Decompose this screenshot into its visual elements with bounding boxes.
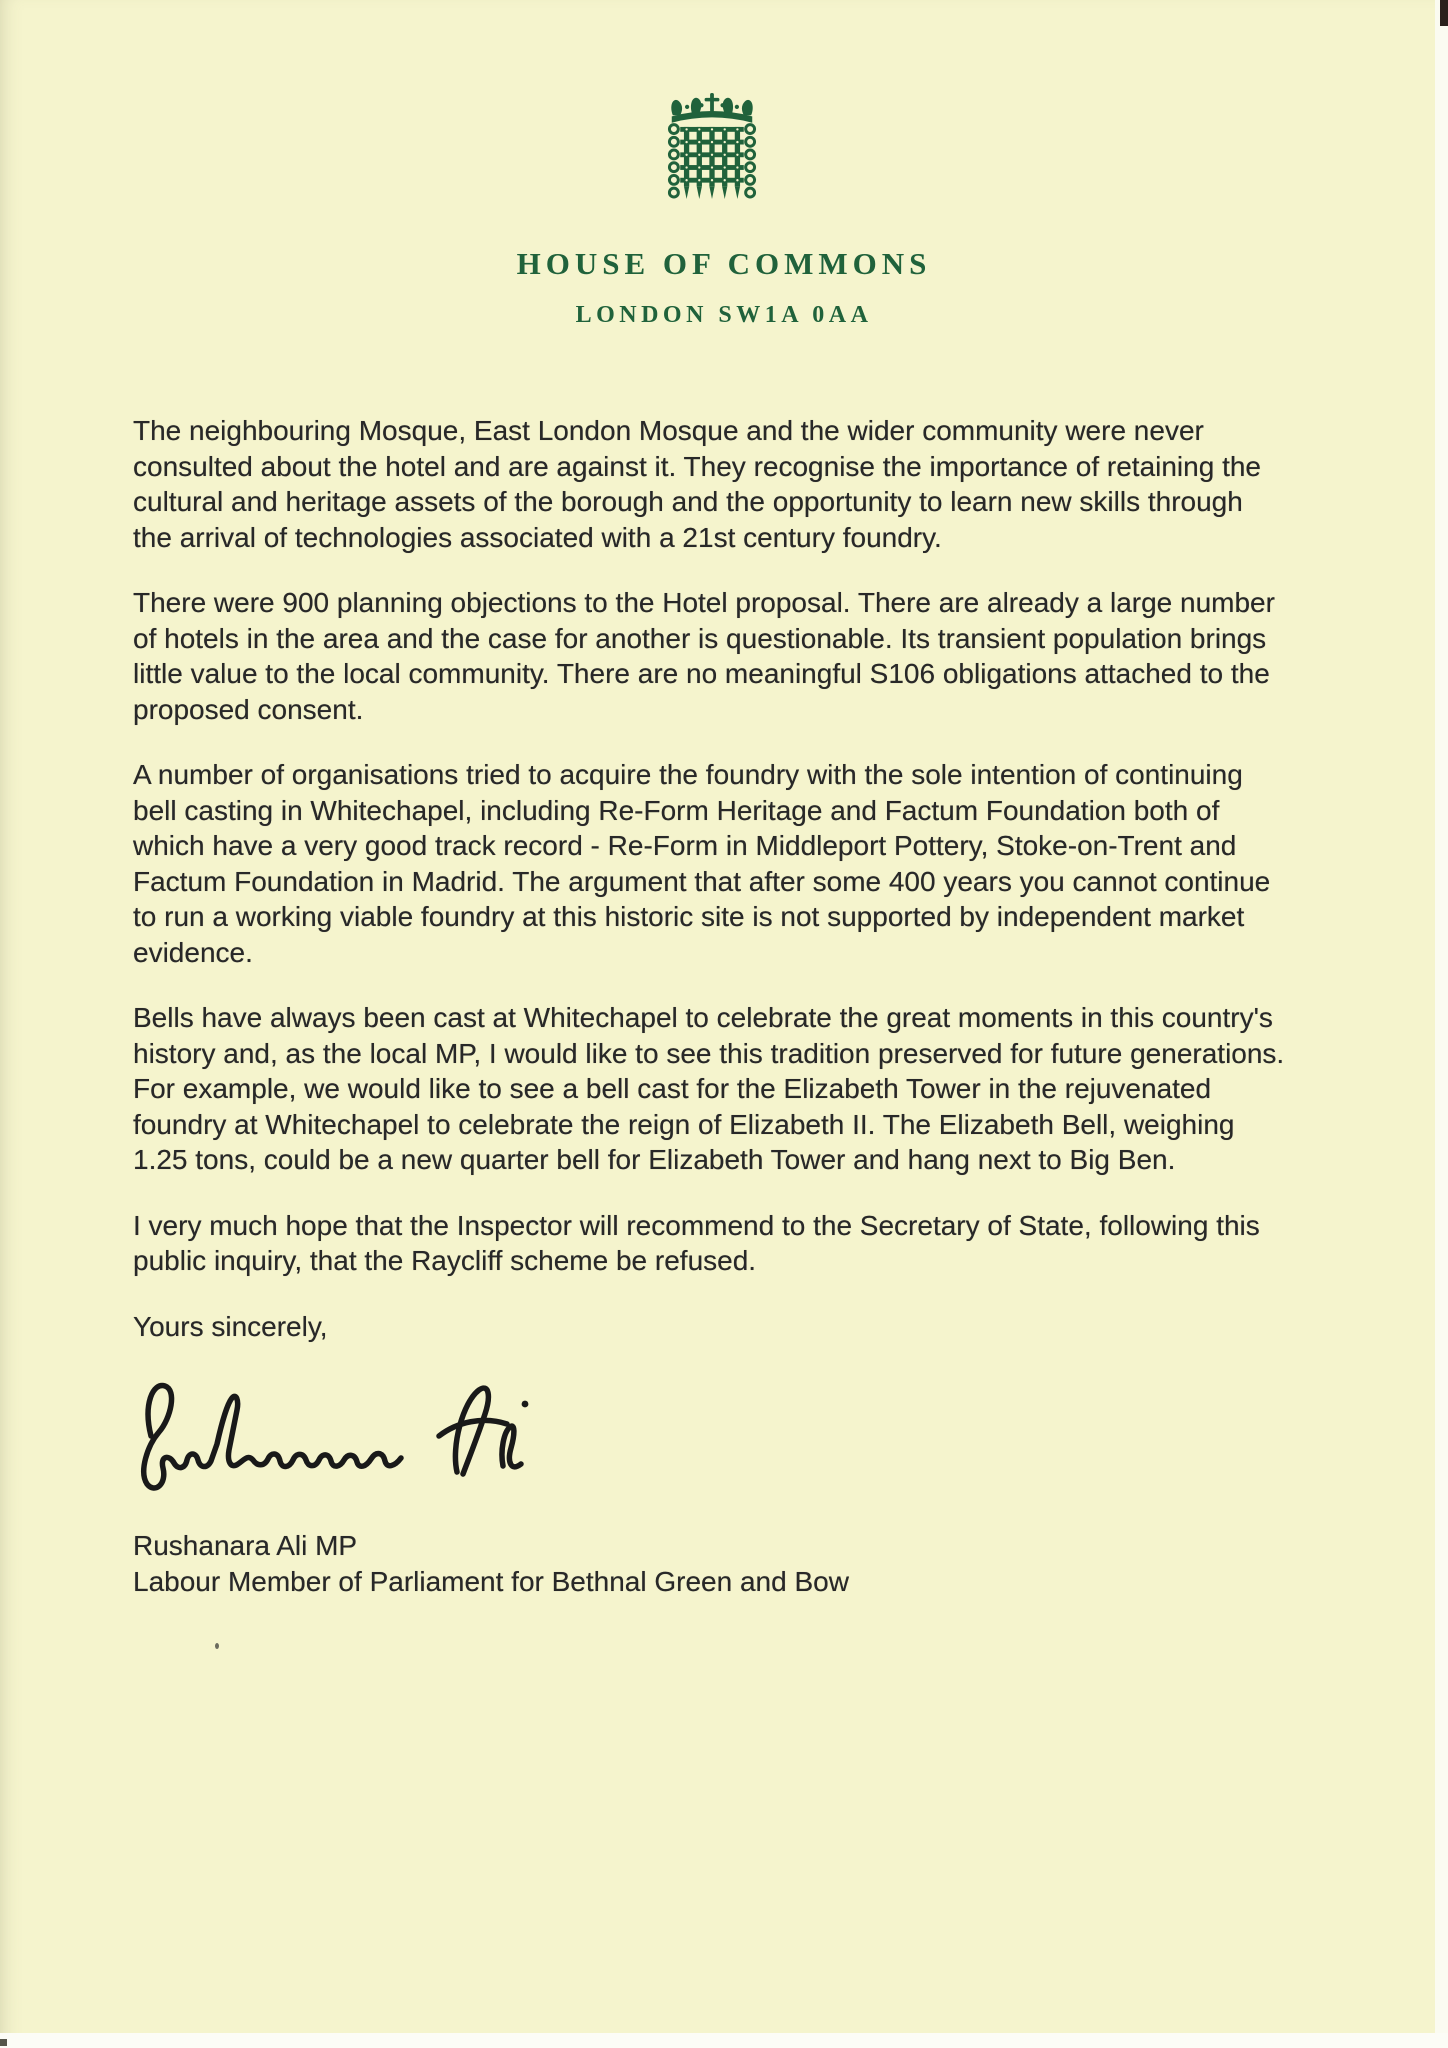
scan-speck xyxy=(215,1643,219,1649)
scan-edge-right xyxy=(1435,0,1448,2048)
scan-edge-bottom xyxy=(0,2033,1448,2048)
letterhead-title: HOUSE OF COMMONS xyxy=(516,246,932,281)
letter-paragraph: A number of organisations tried to acquire the foundry with the sole intention of continuing bell casting in Whitechapel, including Re-Form Heritage and Factum Foundation both of which have a very good track record - Re-Form in Middleport Pottery, Stoke-on-Trent and Factum Foundation in Madrid. The argument that after some 400 years you cannot continue to run a working viable foundry at this historic site is not supported by independent market evidence. xyxy=(133,759,1271,968)
letter-paragraph: The neighbouring Mosque, East London Mosque and the wider community were never consulted about the hotel and are against it. They recognise the importance of retaining the cultural and heritage assets of the borough and the opportunity to learn new skills through the arrival of technologies associated with a 21st century foundry. xyxy=(133,415,1261,553)
signoff-role: Labour Member of Parliament for Bethnal Green and Bow xyxy=(133,1566,849,1597)
crowned-portcullis-icon xyxy=(659,92,765,223)
valediction: Yours sincerely, xyxy=(133,1310,328,1342)
scan-speck-bottom-left xyxy=(0,2039,7,2046)
letter-body xyxy=(133,413,1285,1600)
letter-paragraph: I very much hope that the Inspector will recommend to the Secretary of State, following this public inquiry, that the Raycliff scheme be refused. xyxy=(133,1209,1260,1276)
letter-paragraph: Bells have always been cast at Whitechapel to celebrate the great moments in this country's history and, as the local MP, I would like to see this tradition preserved for future generations. For example, we would like to see a bell cast for the Elizabeth Tower in the rejuvenated foundry at Whitechapel to celebrate the reign of Elizabeth II. The Elizabeth Bell, weighing 1.25 tons, could be a new quarter bell for Elizabeth Tower and hang next to Big Ben. xyxy=(133,1002,1285,1175)
letterhead-address: LONDON SW1A 0AA xyxy=(575,302,873,328)
letter-paragraph: There were 900 planning objections to the Hotel proposal. There are already a large number of hotels in the area and the case for another is questionable. Its transient population brings little value to the local community. There are no meaningful S106 obligations attached to the proposed consent. xyxy=(133,587,1275,725)
signoff-name: Rushanara Ali MP xyxy=(133,1530,358,1561)
signature xyxy=(127,1374,577,1516)
scan-corner-mark xyxy=(1440,0,1448,26)
